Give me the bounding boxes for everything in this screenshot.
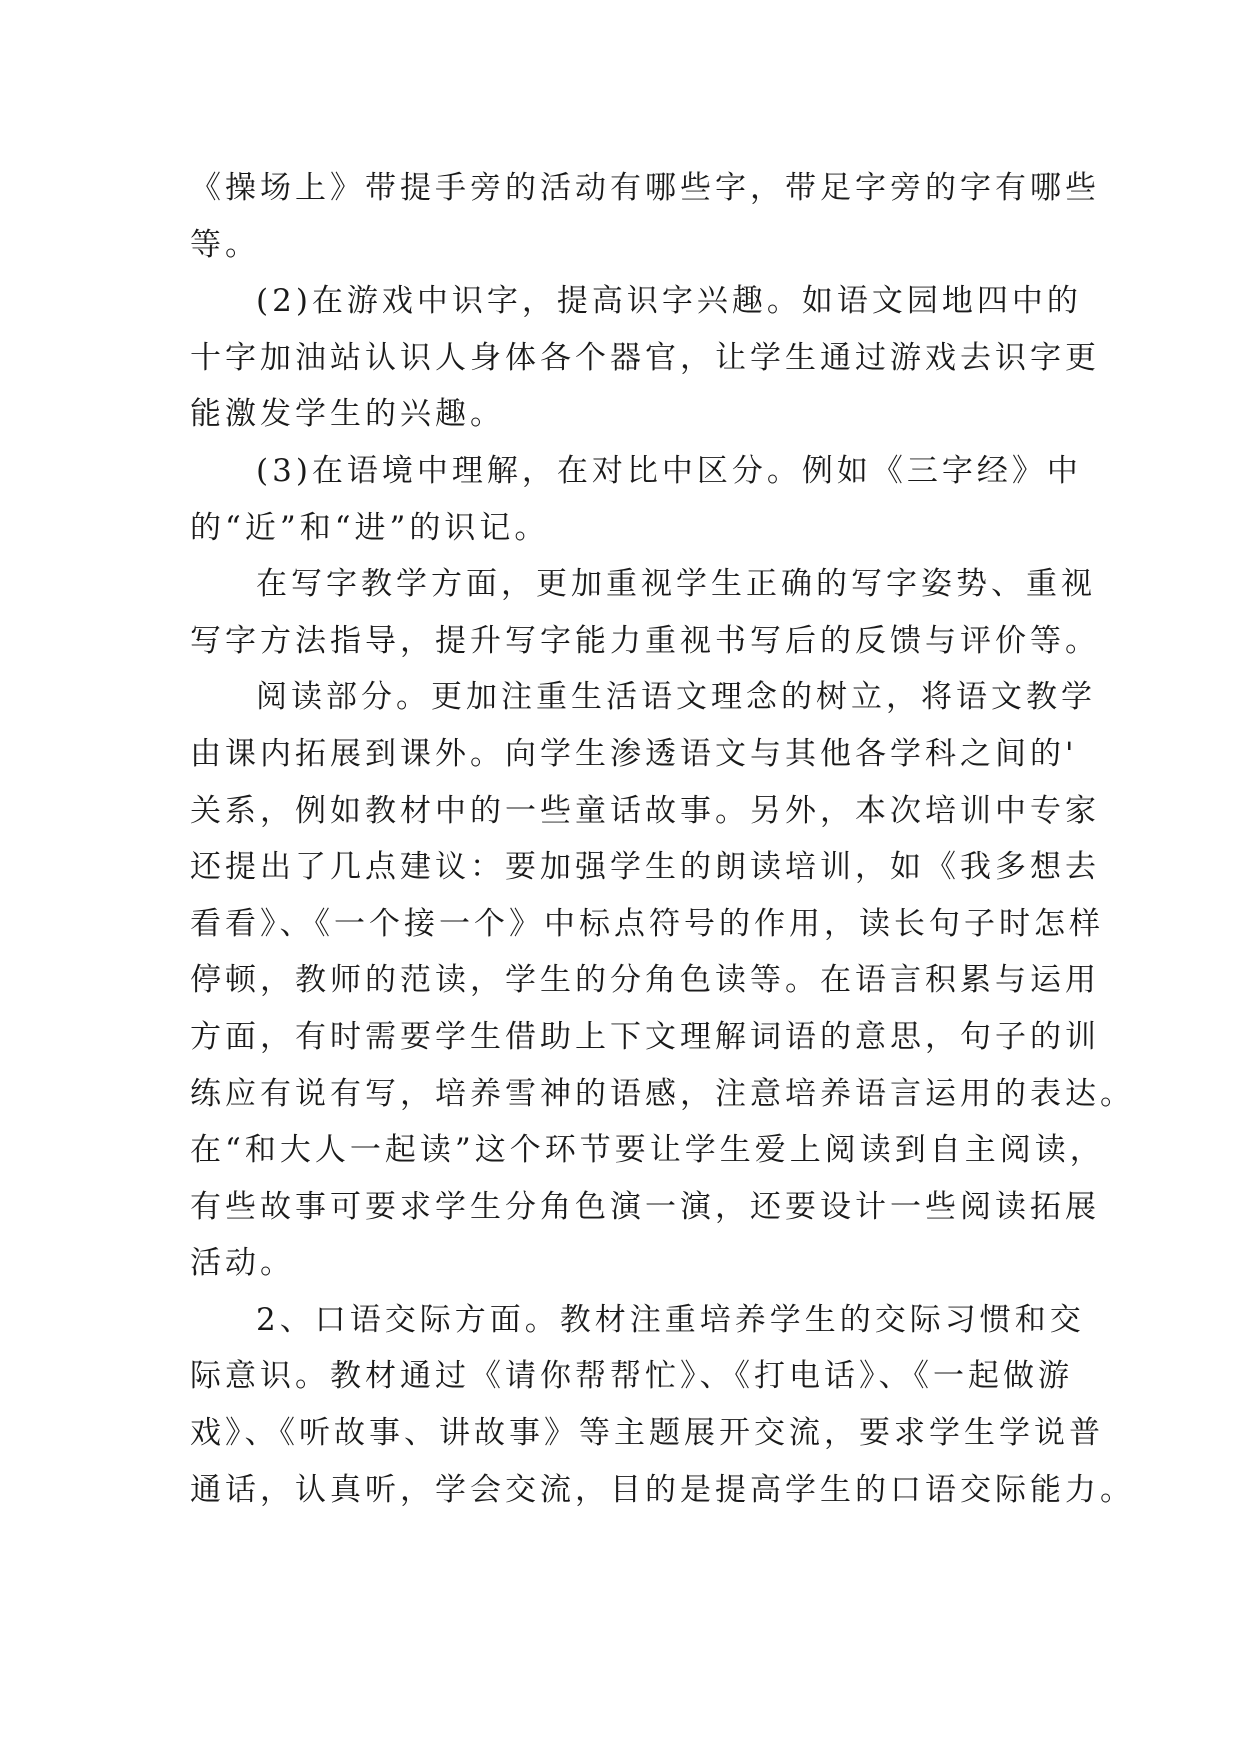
text-line: (2)在游戏中识字，提高识字兴趣。如语文园地四中的 [256,283,1082,320]
text-line: 阅读部分。更加注重生活语文理念的树立，将语文教学 [256,679,1096,716]
text-line: 际意识。教材通过《请你帮帮忙》、《打电话》、《一起做游 [190,1358,1073,1395]
text-line: 活动。 [190,1245,295,1282]
document-body [190,160,1135,1518]
text-line: 戏》、《听故事、讲故事》等主题展开交流，要求学生学说普 [190,1415,1104,1452]
text-line: 十字加油站认识人身体各个器官，让学生通过游戏去识字更 [190,339,1100,376]
text-line: 练应有说有写，培养雪神的语感，注意培养语言运用的表达。 [190,1075,1135,1112]
text-line: 有些故事可要求学生分角色演一演，还要设计一些阅读拓展 [190,1188,1100,1225]
text-line: 关系，例如教材中的一些童话故事。另外，本次培训中专家 [190,792,1100,829]
text-line: 等。 [190,226,260,263]
text-line: 由课内拓展到课外。向学生渗透语文与其他各学科之间的' [190,735,1078,772]
text-line: 在写字教学方面，更加重视学生正确的写字姿势、重视 [256,566,1096,603]
text-line: 还提出了几点建议：要加强学生的朗读培训，如《我多想去 [190,849,1100,886]
text-line: 的“近”和“进”的识记。 [190,509,550,546]
text-line: 看看》、《一个接一个》中标点符号的作用，读长句子时怎样 [190,905,1104,942]
text-line: 在“和大人一起读”这个环节要让学生爱上阅读到自主阅读， [190,1132,1105,1169]
text-line: 方面，有时需要学生借助上下文理解词语的意思，句子的训 [190,1018,1100,1055]
text-line: (3)在语境中理解，在对比中区分。例如《三字经》中 [256,452,1082,489]
text-line: 能激发学生的兴趣。 [190,396,505,433]
text-line: 停顿，教师的范读，学生的分角色读等。在语言积累与运用 [190,962,1100,999]
text-line: 2、口语交际方面。教材注重培养学生的交际习惯和交 [256,1301,1085,1338]
text-line: 通话，认真听，学会交流，目的是提高学生的口语交际能力。 [190,1471,1135,1508]
text-line: 写字方法指导，提升写字能力重视书写后的反馈与评价等。 [190,622,1100,659]
text-line: 《操场上》带提手旁的活动有哪些字，带足字旁的字有哪些 [190,170,1100,206]
